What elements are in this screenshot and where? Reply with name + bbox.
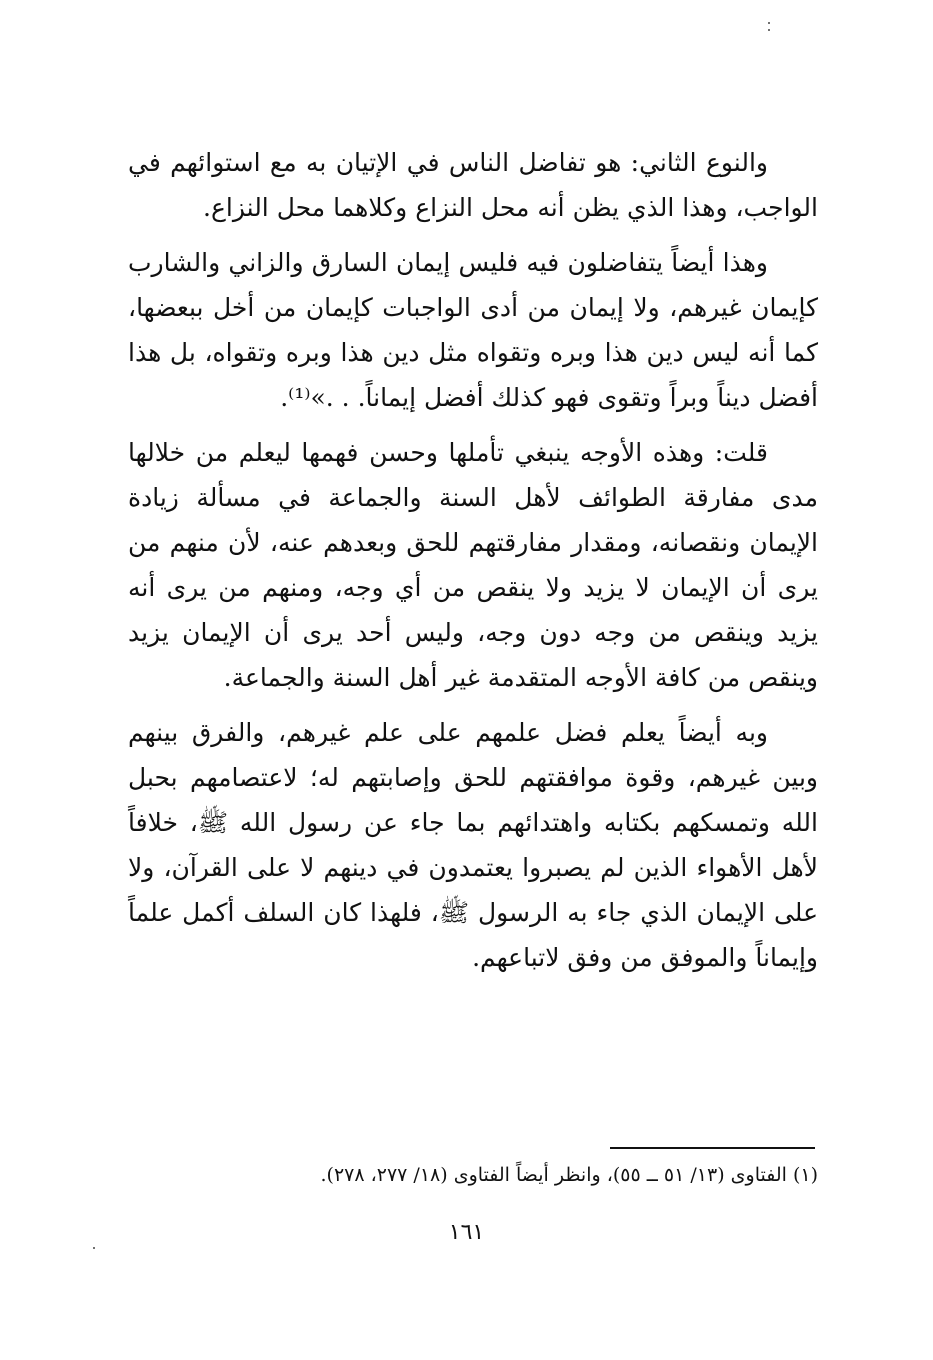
- scan-speck: [768, 29, 770, 31]
- scan-speck: [768, 22, 770, 24]
- paragraph-2: وهذا أيضاً يتفاضلون فيه فليس إيمان السارق والزاني والشارب كإيمان غيرهم، ولا إيمان من أدى الواجبات كإيمان من أخل ببعضها، كما أنه ليس دين هذا وبره وتقواه مثل دين هذا وبره وتقواه، بل هذا أفضل ديناً وبراً وتقوى فهو كذلك أفضل إيماناً. . .»⁽¹⁾.: [128, 248, 818, 412]
- footnote: (١) الفتاوى (١٣/ ٥١ ــ ٥٥)، وانظر أيضاً الفتاوى (١٨/ ٢٧٧، ٢٧٨).: [320, 1164, 818, 1186]
- page-number: ١٦١: [448, 1220, 485, 1245]
- scan-speck: [93, 1247, 95, 1249]
- paragraph-3: قلت: وهذه الأوجه ينبغي تأملها وحسن فهمها ليعلم من خلالها مدى مفارقة الطوائف لأهل السنة والجماعة في مسألة زيادة الإيمان ونقصانه، ومقدار مفارقتهم للحق وبعدهم عنه، لأن منهم من يرى أن الإيمان لا يزيد ولا ينقص من أي وجه، ومنهم من يرى أنه يزيد وينقص من وجه دون وجه، وليس أحد يرى أن الإيمان يزيد وينقص من كافة الأوجه المتقدمة غير أهل السنة والجماعة.: [128, 438, 818, 692]
- paragraph-4: وبه أيضاً يعلم فضل علمهم على علم غيرهم، والفرق بينهم وبين غيرهم، وقوة موافقتهم للحق وإصابتهم له؛ لاعتصامهم بحبل الله وتمسكهم بكتابه واهتدائهم بما جاء عن رسول الله ﷺ، خلافاً لأهل الأهواء الذين لم يصبروا يعتمدون في دينهم لا على القرآن، ولا على الإيمان الذي جاء به الرسول ﷺ، فلهذا كان السلف أكمل علماً وإيماناً والموفق من وفق لاتباعهم.: [128, 718, 818, 972]
- footnote-divider: [610, 1147, 815, 1149]
- paragraph-1: والنوع الثاني: هو تفاضل الناس في الإتيان به مع استوائهم في الواجب، وهذا الذي يظن أنه محل النزاع وكلاهما محل النزاع.: [128, 148, 818, 222]
